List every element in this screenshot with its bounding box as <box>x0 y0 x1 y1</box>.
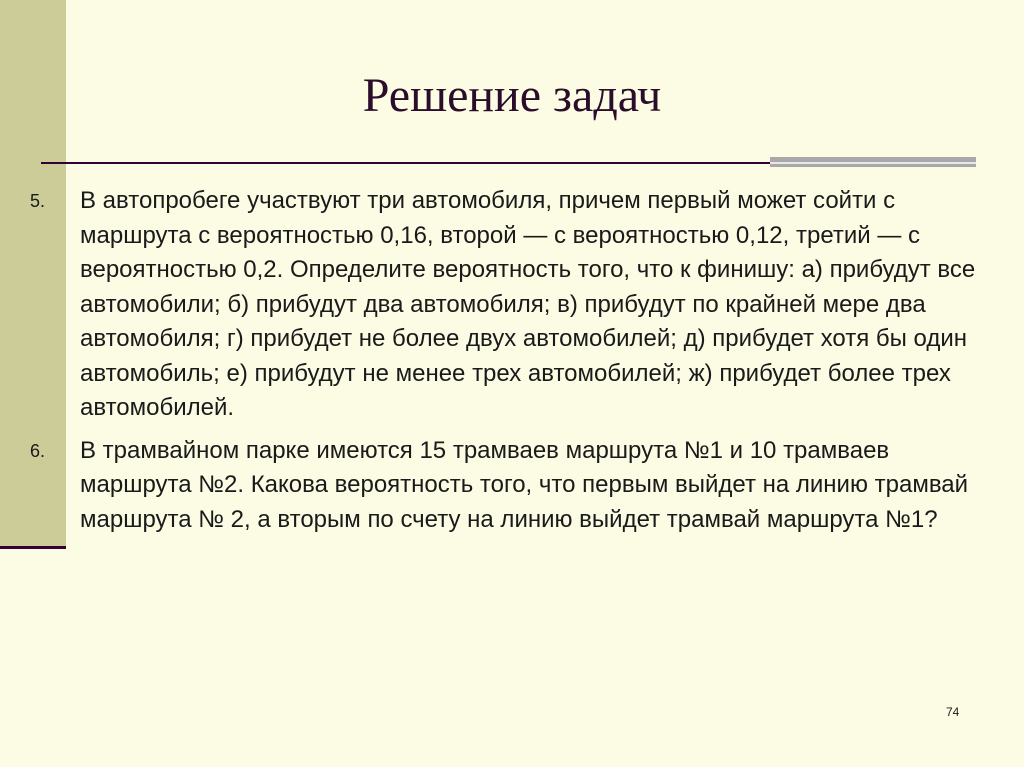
problem-number: 5. <box>30 191 46 211</box>
left-bar-rule <box>0 546 66 549</box>
slide-title: Решение задач <box>362 69 662 122</box>
page-number: 74 <box>946 705 960 719</box>
title-divider <box>41 162 770 164</box>
problem-item <box>0 184 1024 426</box>
problem-number: 6. <box>30 440 46 461</box>
problem-text: В автопробеге участвуют три автомобиля, причем первый может сойти с маршрута с вероятностью 0,16, второй — с вероятностью 0,12, третий — с вероятностью 0,2. Определите вероятность того, что к финишу: а) прибудут все автомобили; б) прибудут два автомобиля; в) прибудут по крайней мере два автомобиля; г) прибудет не более двух автомобилей; д) прибудет хотя бы один автомобиль; е) прибудут не менее трех автомобилей; ж) прибудет более трех автомобилей. <box>80 187 976 421</box>
problem-list <box>0 184 1024 545</box>
problem-item <box>0 434 1024 538</box>
title-divider-accent <box>770 157 976 167</box>
problem-text: В трамвайном парке имеются 15 трамваев маршрута №1 и 10 трамваев маршрута №2. Какова вероятность того, что первым выйдет на линию трамвай маршрута № 2, а вторым по счету на линию выйдет трамвай маршрута №1? <box>80 436 969 533</box>
